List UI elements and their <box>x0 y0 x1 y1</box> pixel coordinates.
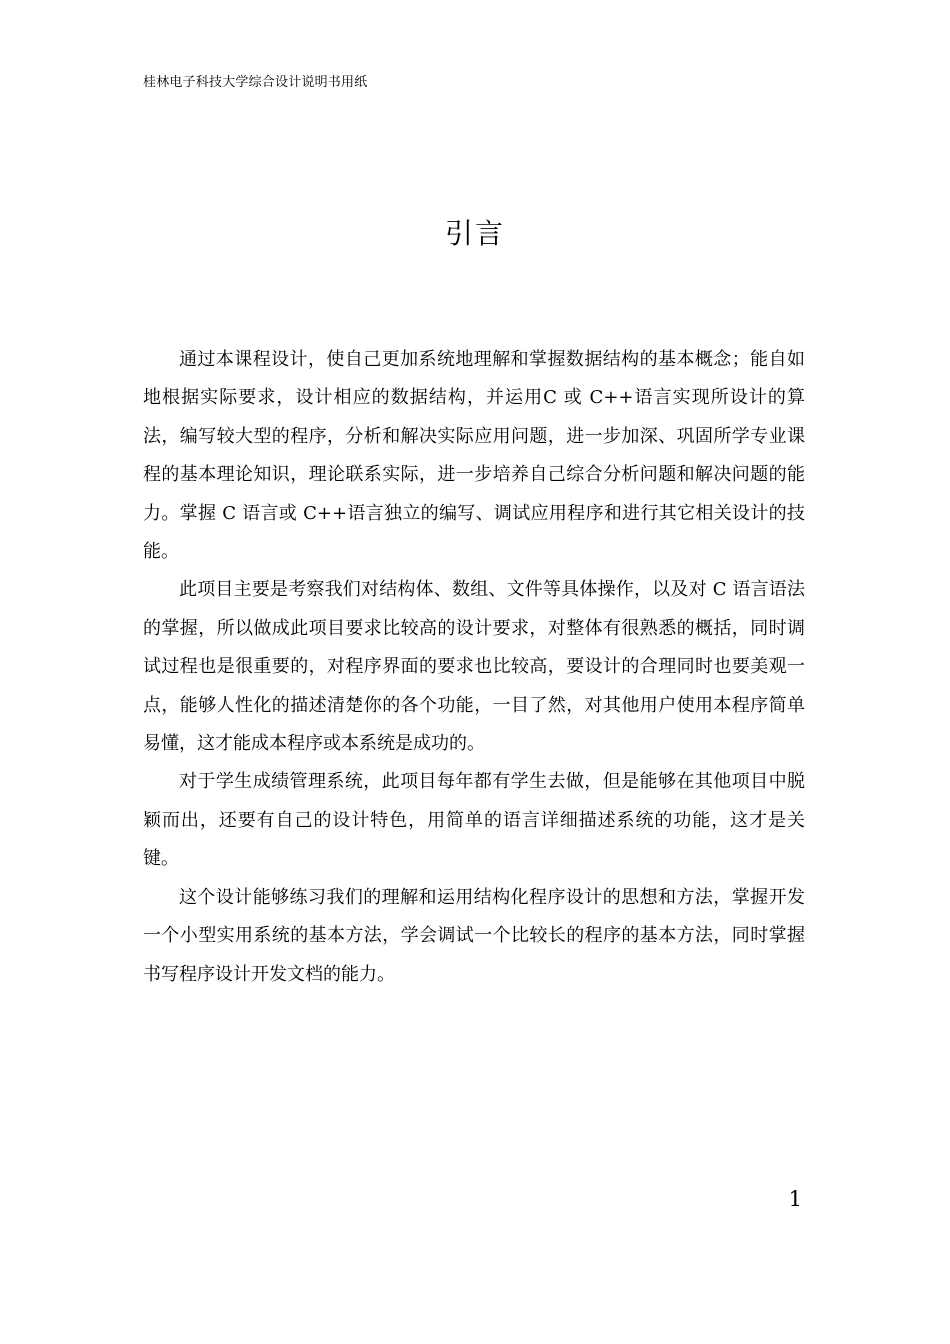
paragraph-3: 对于学生成绩管理系统，此项目每年都有学生去做，但是能够在其他项目中脱颖而出，还要有自己的设计特色，用简单的语言详细描述系统的功能，这才是关键。 <box>143 771 805 870</box>
paragraph-1: 通过本课程设计，使自己更加系统地理解和掌握数据结构的基本概念；能自如地根据实际要求，设计相应的数据结构，并运用C 或 C++语言实现所设计的算法，编写较大型的程序，分析和解决实际应用问题，进一步加深、巩固所学专业课程的基本理论知识，理论联系实际，进一步培养自己综合分析问题和解决问题的能力。掌握 C 语言或 C++语言独立的编写、调试应用程序和进行其它相关设计的技能。 <box>143 349 805 563</box>
page-title: 引言 <box>444 217 505 250</box>
page-header: 桂林电子科技大学综合设计说明书用纸 <box>143 75 368 90</box>
paragraph-4: 这个设计能够练习我们的理解和运用结构化程序设计的思想和方法，掌握开发一个小型实用系统的基本方法，学会调试一个比较长的程序的基本方法，同时掌握书写程序设计开发文档的能力。 <box>143 886 805 985</box>
paragraph-2: 此项目主要是考察我们对结构体、数组、文件等具体操作，以及对 C 语言语法的掌握，所以做成此项目要求比较高的设计要求，对整体有很熟悉的概括，同时调试过程也是很重要的，对程序界面的要求也比较高，要设计的合理同时也要美观一点，能够人性化的描述清楚你的各个功能，一目了然，对其他用户使用本程序简单易懂，这才能成本程序或本系统是成功的。 <box>143 579 805 755</box>
page-number: 1 <box>788 1187 802 1211</box>
body-text <box>143 341 805 994</box>
